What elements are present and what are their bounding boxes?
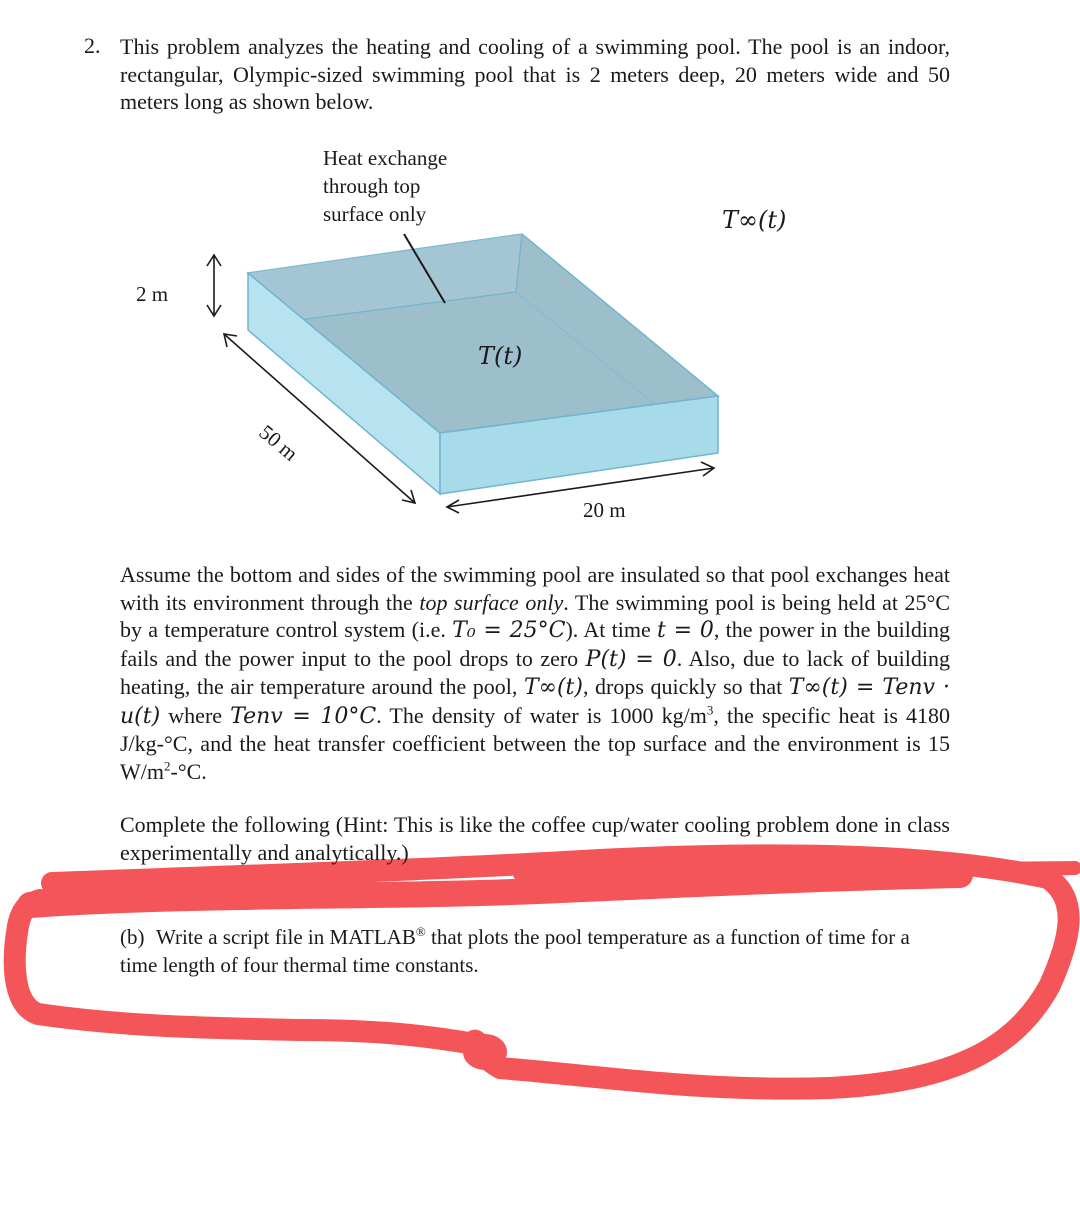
callout-line-2: through top [323, 174, 421, 198]
top-surface-emphasis: top surface only [419, 589, 564, 615]
width-label: 20 m [583, 498, 626, 522]
registered-mark: ® [415, 924, 426, 939]
callout-line-3: surface only [323, 202, 427, 226]
part-b-text-2: that plots the pool temperature as a function of time for a time length of four thermal time constants. [120, 925, 910, 977]
depth-arrow [207, 255, 221, 316]
part-b-text-1: Write a script file in [156, 925, 330, 949]
problem-intro: This problem analyzes the heating and cooling of a swimming pool. The pool is an indoor, rectangular, Olympic-sized swimming pool that is 2 meters deep, 20 meters wide and 50 meters long as shown below. [120, 34, 950, 114]
part-b-label: (b) [120, 925, 145, 949]
assumptions-paragraph: Assume the bottom and sides of the swimming pool are insulated so that pool exchanges heat with its environment through the top surface only. The swimming pool is being held at 25°C by a temperature control system (i.e. T₀ = 25°C). At time t = 0, the power in the building fails and the power input to the pool drops to zero P(t) = 0. Also, due to lack of building heating, the air temperature around the pool, T∞(t), drops quickly so that T∞(t) = Tenv · u(t) where Tenv = 10°C. The density of water is 1000 $kg/m^3$, the specific heat is 4180 J/kg-°C, and the heat transfer coefficient between the top surface and the environment is 15 $W/m^2-^\circ C$. [120, 562, 951, 784]
callout-line-1: Heat exchange [323, 146, 448, 170]
length-label: 50 m [254, 420, 303, 466]
instructions-paragraph: Complete the following (Hint: This is like the coffee cup/water cooling problem done in class experimentally and analytically.) [120, 812, 950, 865]
depth-label: 2 m [136, 282, 169, 306]
ambient-temperature-label: T∞(t) [722, 206, 787, 234]
problem-number: 2. [84, 33, 101, 58]
matlab-name: MATLAB [329, 925, 416, 949]
pool-temperature-label: T(t) [478, 342, 523, 370]
heat-exchange-callout [323, 144, 523, 228]
part-b [120, 923, 950, 979]
